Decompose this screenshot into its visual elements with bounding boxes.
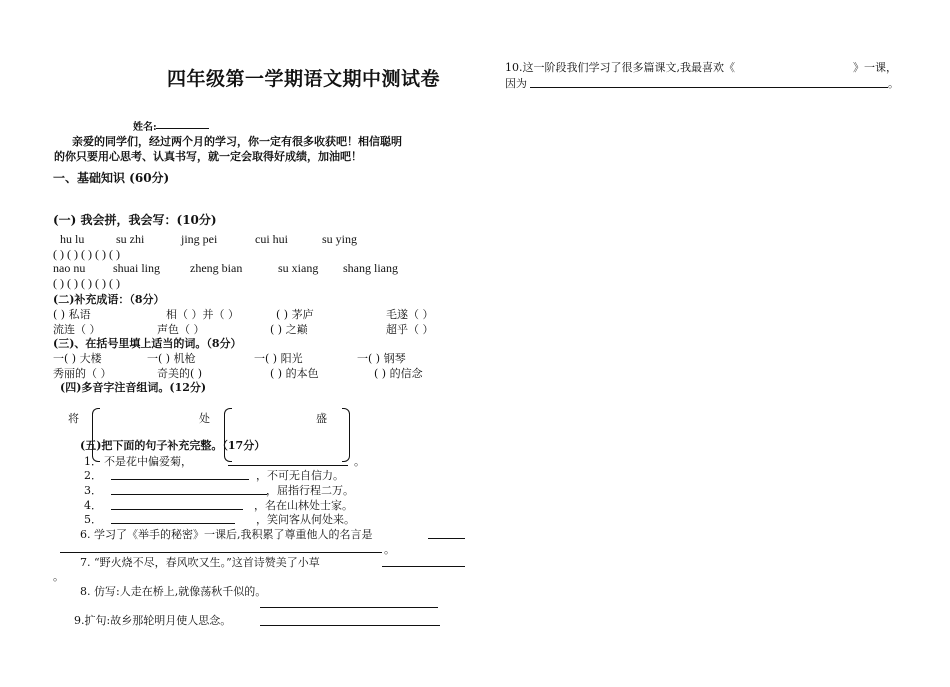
question-10-period: 。 <box>888 77 899 90</box>
pinyin-7: shuai ling <box>113 261 160 275</box>
idiom-6[interactable]: 声色（ ） <box>157 323 205 336</box>
question-6-period: 。 <box>384 543 395 556</box>
sentence-1-blank[interactable] <box>228 465 348 466</box>
idiom-3[interactable]: ( ) 茅庐 <box>276 308 314 321</box>
question-7-period: 。 <box>53 570 64 583</box>
part-3-heading: (三)、在括号里填上适当的词。（8分） <box>53 337 242 350</box>
sentence-5-blank[interactable] <box>111 523 235 524</box>
question-9: 9.扩句:故乡那轮明月使人思念。 <box>74 614 232 627</box>
polyphone-char-1: 将 <box>68 412 79 425</box>
intro-line-2: 的你只要用心思考、认真书写，就一定会取得好成绩，加油吧！ <box>54 150 362 163</box>
sentence-1-number: 1． <box>84 455 102 468</box>
sentence-4-blank[interactable] <box>111 509 243 510</box>
polyphone-brace-3 <box>342 408 350 462</box>
sentence-1-prefix: 不是花中偏爱菊， <box>104 455 192 468</box>
sentence-3-suffix: ，屈指行程二万。 <box>266 484 354 497</box>
question-9-blank[interactable] <box>260 625 440 626</box>
pinyin-10: shang liang <box>343 261 398 275</box>
question-7-blank[interactable] <box>382 566 465 567</box>
page-title: 四年级第一学期语文期中测试卷 <box>167 68 441 90</box>
idiom-5[interactable]: 流连（ ） <box>53 323 101 336</box>
question-8-blank[interactable] <box>260 607 438 608</box>
answer-brackets-row-1[interactable]: ( ) ( ) ( ) ( ) ( ) <box>53 247 120 261</box>
pinyin-3: jing pei <box>181 232 218 246</box>
sentence-4-suffix: ，名在山林处士家。 <box>254 499 353 512</box>
idiom-2[interactable]: 相（ ）并（ ） <box>166 308 239 321</box>
word-fill-3[interactable]: 一( ) 阳光 <box>254 352 303 365</box>
sentence-2-suffix: ，不可无自信力。 <box>256 469 344 482</box>
sentence-4-number: 4． <box>84 499 102 512</box>
idiom-8[interactable]: 超乎（ ） <box>386 323 434 336</box>
sentence-5-suffix: ，笑问客从何处来。 <box>256 513 355 526</box>
part-4-heading: (四)多音字注音组词。(12分) <box>60 381 207 394</box>
sentence-2-blank[interactable] <box>111 479 249 480</box>
pinyin-1: hu lu <box>60 232 85 246</box>
word-fill-1[interactable]: 一( ) 大楼 <box>53 352 102 365</box>
word-fill-6[interactable]: 奇美的( ) <box>157 367 203 380</box>
pinyin-2: su zhi <box>116 232 145 246</box>
part-1-heading: (一) 我会拼，我会写：(10分) <box>53 213 217 227</box>
polyphone-brace-2 <box>224 408 232 462</box>
part-2-heading: (二)补充成语：（8分） <box>53 293 165 306</box>
answer-brackets-row-2[interactable]: ( ) ( ) ( ) ( ) ( ) <box>53 276 120 290</box>
question-8: 8. 仿写:人走在桥上,就像荡秋千似的。 <box>80 585 267 598</box>
question-7: 7. “野火烧不尽，春风吹又生。”这首诗赞美了小草 <box>80 556 320 569</box>
sentence-2-number: 2． <box>84 469 102 482</box>
word-fill-8[interactable]: ( ) 的信念 <box>374 367 423 380</box>
part-5-heading: (五)把下面的句子补充完整。（17分） <box>80 439 266 452</box>
sentence-1-suffix: 。 <box>354 455 365 468</box>
idiom-7[interactable]: ( ) 之巅 <box>270 323 308 336</box>
question-6: 6. 学习了《举手的秘密》一课后,我积累了尊重他人的名言是 <box>80 528 373 541</box>
sentence-5-number: 5． <box>84 513 102 526</box>
name-field[interactable] <box>156 128 209 129</box>
polyphone-char-3: 盛 <box>316 412 327 425</box>
pinyin-4: cui hui <box>255 232 288 246</box>
question-10-blank[interactable] <box>530 87 888 88</box>
idiom-4[interactable]: 毛遂（ ） <box>386 308 434 321</box>
idiom-1[interactable]: ( ) 私语 <box>53 308 91 321</box>
question-10-line-1-end: 》一课， <box>853 61 897 74</box>
question-10-line-1: 10.这一阶段我们学习了很多篇课文,我最喜欢《 <box>505 61 735 74</box>
pinyin-8: zheng bian <box>190 261 243 275</box>
question-6-blank-2[interactable] <box>60 552 382 553</box>
sentence-3-blank[interactable] <box>111 494 267 495</box>
word-fill-4[interactable]: 一( ) 钢琴 <box>357 352 406 365</box>
word-fill-7[interactable]: ( ) 的本色 <box>270 367 319 380</box>
question-10-line-2: 因为 <box>505 77 527 90</box>
section-1-heading: 一、基础知识 (60分) <box>53 171 170 185</box>
pinyin-5: su ying <box>322 232 358 246</box>
polyphone-char-2: 处 <box>199 412 210 425</box>
sentence-3-number: 3． <box>84 484 102 497</box>
pinyin-6: nao nu <box>53 261 86 275</box>
word-fill-5[interactable]: 秀丽的（ ） <box>53 367 112 380</box>
intro-line-1: 亲爱的同学们，经过两个月的学习，你一定有很多收获吧！相信聪明 <box>72 135 402 148</box>
question-6-blank[interactable] <box>428 538 465 539</box>
word-fill-2[interactable]: 一( ) 机枪 <box>147 352 196 365</box>
name-label: 姓名: <box>133 122 157 133</box>
pinyin-9: su xiang <box>278 261 319 275</box>
